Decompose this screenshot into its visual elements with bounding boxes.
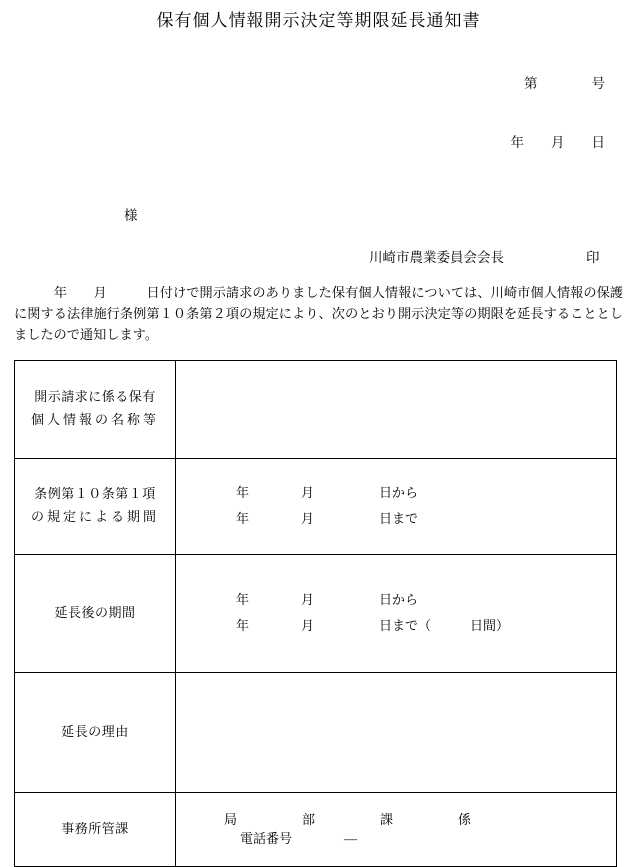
issuer-row: [14, 246, 623, 266]
row-label-reason: [15, 672, 176, 792]
row-label-extended-period: [15, 554, 176, 672]
office-division-line: 局 部 課 係: [224, 811, 472, 827]
row-label-office: [15, 792, 176, 866]
document-date: 年 月 日: [510, 134, 605, 150]
row-label-original-period: [15, 458, 176, 554]
label-line: 延長後の期間: [54, 604, 136, 620]
date-to-line: 年 月 日まで: [236, 511, 419, 527]
table-row: [15, 554, 617, 672]
label-line: 開示請求に係る保有: [34, 389, 156, 405]
label-line: 延長の理由: [61, 723, 129, 739]
label-line: の規定による期間: [30, 509, 159, 525]
page-title: 保有個人情報開示決定等期限延長通知書: [156, 11, 481, 30]
row-value-reason: [176, 672, 617, 792]
document-number: 第 号: [524, 76, 605, 92]
table-row: [15, 672, 617, 792]
table-row: [15, 792, 617, 866]
table-row: [15, 360, 617, 458]
document-page: [0, 6, 637, 847]
seal-mark: 印: [586, 249, 600, 265]
addressee: 様: [124, 207, 138, 223]
date-to-line: 年 月 日まで（ 日間）: [236, 618, 510, 634]
office-phone-line: 電話番号 ―: [240, 831, 358, 847]
body-paragraph: 年 月 日付けで開示請求のありました保有個人情報については、川崎市個人情報の保護に関する法律施行条例第１０条第２項の規定により、次のとおり開示決定等の期限を延長することとしましたので通知します。: [14, 284, 623, 343]
notice-table: [14, 360, 617, 867]
row-label-subject: [15, 360, 176, 458]
issuer-name: 川崎市農業委員会会長: [369, 249, 504, 265]
row-value-original-period: [176, 458, 617, 554]
row-value-office: [176, 792, 617, 866]
date-from-line: 年 月 日から: [236, 592, 419, 608]
label-line: 個人情報の名称等: [30, 412, 159, 428]
row-value-extended-period: [176, 554, 617, 672]
date-from-line: 年 月 日から: [236, 485, 419, 501]
document-number-date: [14, 35, 623, 192]
table-row: [15, 458, 617, 554]
row-value-subject: [176, 360, 617, 458]
label-line: 事務所管課: [61, 820, 129, 836]
label-line: 条例第１０条第１項: [34, 486, 156, 502]
